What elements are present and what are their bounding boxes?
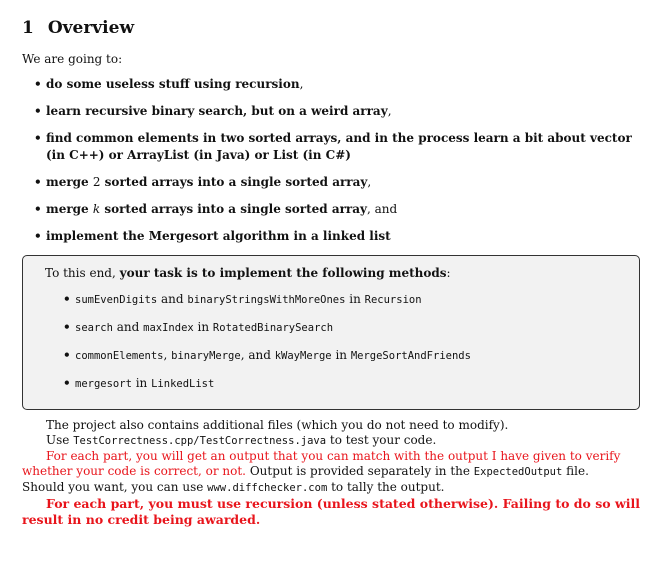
goal-tail: , bbox=[387, 104, 392, 118]
notes-text: file. bbox=[562, 464, 589, 478]
class-name: Recursion bbox=[364, 294, 422, 306]
task-lead-plain: To this end, bbox=[45, 266, 120, 280]
goal-text: sorted arrays into a single sorted array bbox=[100, 175, 368, 189]
method-conj: and bbox=[112, 320, 144, 334]
goal-variable: k bbox=[92, 202, 101, 216]
document-page bbox=[22, 16, 640, 528]
method-conj: in bbox=[345, 292, 365, 306]
section-number: 1 bbox=[22, 18, 34, 38]
warning-text: For each part, you must use recursion (unless stated otherwise). Failing to do so will result in no credit being awarded. bbox=[22, 496, 640, 527]
goal-text: implement the Mergesort algorithm in a linked list bbox=[46, 229, 391, 243]
method-item bbox=[63, 291, 627, 308]
method-conj: , and bbox=[240, 348, 275, 362]
methods-list bbox=[45, 291, 627, 392]
goal-tail: , and bbox=[367, 202, 398, 216]
method-name: kWayMerge bbox=[274, 350, 332, 362]
goal-item bbox=[34, 103, 640, 120]
goal-tail: , bbox=[367, 175, 372, 189]
task-lead bbox=[45, 264, 627, 282]
method-conj: and bbox=[157, 292, 188, 306]
method-item bbox=[63, 347, 627, 364]
method-conj: , bbox=[163, 348, 172, 362]
notes-line-2 bbox=[22, 433, 436, 449]
method-item bbox=[63, 375, 627, 392]
goal-text: merge bbox=[46, 202, 93, 216]
verify-note-red: For each part, you will get an output that you can match with the output I have given to verify whether your code is correct, or not. bbox=[22, 449, 621, 478]
recursion-warning bbox=[22, 496, 640, 528]
class-name: RotatedBinarySearch bbox=[212, 322, 334, 334]
goal-item bbox=[34, 228, 640, 245]
method-conj: in bbox=[193, 320, 213, 334]
goal-tail: , bbox=[299, 77, 304, 91]
goal-number: 2 bbox=[92, 175, 101, 189]
method-name: maxIndex bbox=[143, 322, 194, 334]
task-lead-tail: : bbox=[446, 266, 451, 280]
goal-text: learn recursive binary search, but on a weird array bbox=[46, 104, 388, 118]
notes-text: Should you want, you can use bbox=[22, 480, 208, 494]
task-box bbox=[22, 255, 640, 410]
goal-text: sorted arrays into a single sorted array bbox=[100, 202, 368, 216]
goals-list bbox=[22, 76, 640, 245]
method-name: search bbox=[75, 322, 113, 334]
notes-text: to tally the output. bbox=[327, 480, 445, 494]
goal-item bbox=[34, 201, 640, 218]
goal-item bbox=[34, 174, 640, 191]
test-file-names: TestCorrectness.cpp/TestCorrectness.java bbox=[73, 435, 327, 447]
goal-text: find common elements in two sorted arrays, and in the process learn a bit about vector (in C++) or ArrayList (in Java) or List (in C#) bbox=[46, 131, 632, 162]
notes-text: Output is provided separately in the bbox=[246, 464, 474, 478]
intro-text: We are going to: bbox=[22, 52, 123, 66]
method-name: sumEvenDigits bbox=[75, 294, 158, 306]
method-name: commonElements bbox=[75, 350, 164, 362]
method-name: binaryStringsWithMoreOnes bbox=[187, 294, 346, 306]
goal-item bbox=[34, 76, 640, 93]
notes-paragraph bbox=[22, 418, 640, 496]
goal-text: do some useless stuff using recursion bbox=[46, 77, 300, 91]
method-name: binaryMerge bbox=[171, 350, 241, 362]
section-heading bbox=[22, 16, 640, 40]
class-name: LinkedList bbox=[151, 378, 215, 390]
method-conj: in bbox=[131, 376, 152, 390]
notes-line-1: The project also contains additional files (which you do not need to modify). bbox=[46, 418, 509, 432]
task-lead-bold: your task is to implement the following methods bbox=[119, 266, 447, 280]
goal-text: merge bbox=[46, 175, 93, 189]
notes-text: Use bbox=[46, 433, 74, 447]
notes-text: to test your code. bbox=[326, 433, 437, 447]
class-name: MergeSortAndFriends bbox=[350, 350, 471, 362]
method-name: mergesort bbox=[75, 378, 132, 390]
method-item bbox=[63, 319, 627, 336]
method-conj: in bbox=[331, 348, 351, 362]
diffchecker-site: www.diffchecker.com bbox=[207, 482, 328, 494]
section-title: Overview bbox=[47, 18, 135, 38]
expected-output-file: ExpectedOutput bbox=[473, 466, 563, 478]
goal-item bbox=[34, 130, 640, 164]
